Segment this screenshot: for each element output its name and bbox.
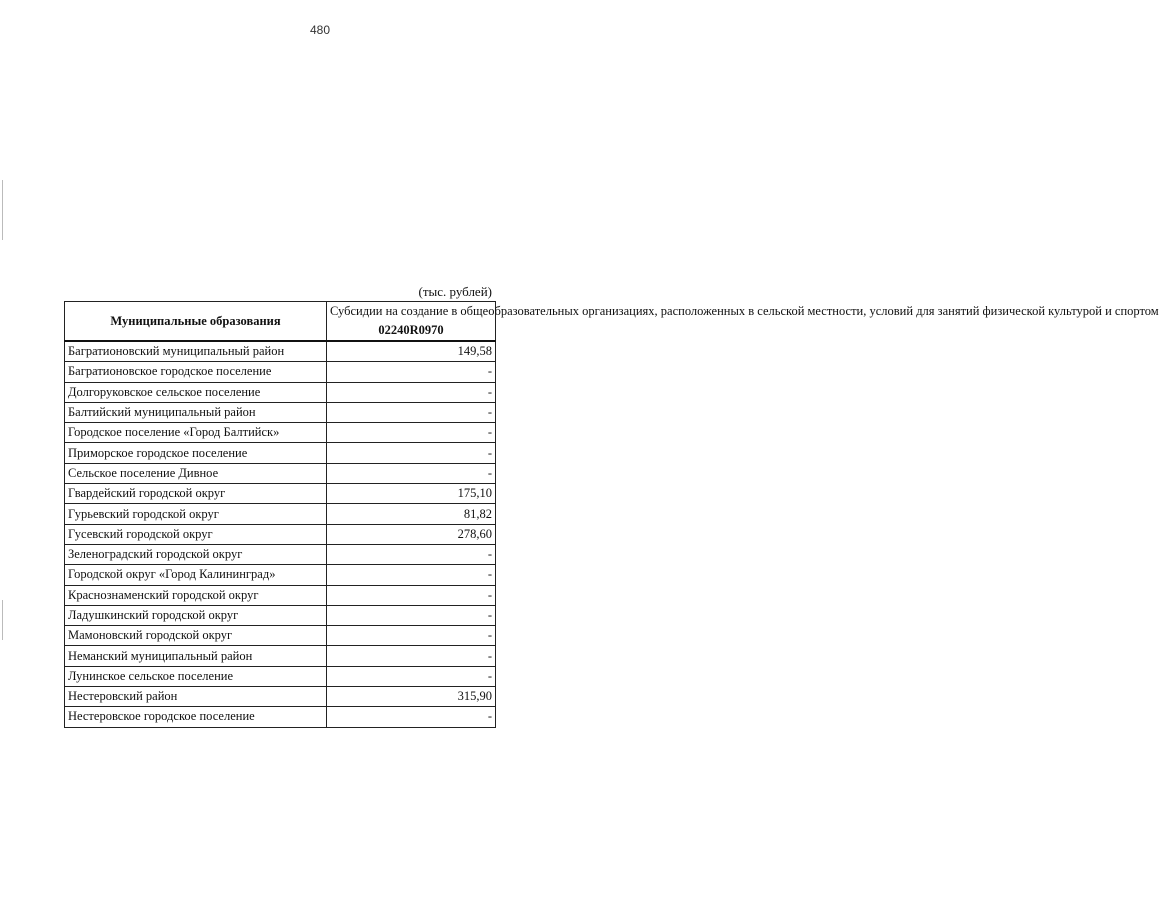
subsidy-value-cell: - [327,402,496,422]
table-row [65,382,496,402]
subsidy-value-cell: 315,90 [327,687,496,707]
subsidy-value-cell: 175,10 [327,484,496,504]
municipality-name-cell: Лунинское сельское поселение [65,666,327,686]
table-row [65,402,496,422]
table-row [65,585,496,605]
table-row [65,504,496,524]
subsidy-value-cell: - [327,646,496,666]
subsidy-value-cell: 278,60 [327,524,496,544]
subsidy-value-cell: - [327,423,496,443]
table-row [65,707,496,727]
municipality-name-cell: Краснознаменский городской округ [65,585,327,605]
table-row [65,626,496,646]
table-row [65,443,496,463]
header-subsidy-code: 02240R0970 [378,323,444,337]
table-row [65,362,496,382]
municipality-name-cell: Городское поселение «Город Балтийск» [65,423,327,443]
subsidy-value-cell: 149,58 [327,341,496,362]
header-municipalities: Муниципальные образования [65,302,327,342]
municipality-name-cell: Городской округ «Город Калининград» [65,565,327,585]
municipality-name-cell: Балтийский муниципальный район [65,402,327,422]
subsidy-value-cell: - [327,382,496,402]
subsidy-value-cell: - [327,565,496,585]
units-note: (тыс. рублей) [418,284,492,299]
subsidy-value-cell: - [327,707,496,727]
page-number: 480 [309,23,331,37]
municipality-name-cell: Гусевский городской округ [65,524,327,544]
municipality-name-cell: Сельское поселение Дивное [65,463,327,483]
municipality-name-cell: Багратионовский муниципальный район [65,341,327,362]
subsidy-value-cell: - [327,544,496,564]
municipality-name-cell: Ладушкинский городской округ [65,605,327,625]
subsidy-table [64,301,1159,728]
subsidy-value-cell: - [327,463,496,483]
table-row [65,565,496,585]
header-subsidy [327,302,1159,342]
subsidy-value-cell: - [327,362,496,382]
table-row [65,544,496,564]
scan-edge-mark [2,180,3,240]
table-row [65,605,496,625]
table-row [65,341,496,362]
subsidy-value-cell: - [327,443,496,463]
municipality-name-cell: Багратионовское городское поселение [65,362,327,382]
table-row [65,423,496,443]
municipality-name-cell: Зеленоградский городской округ [65,544,327,564]
table-row [65,687,496,707]
municipality-name-cell: Нестеровское городское поселение [65,707,327,727]
table-row [65,646,496,666]
table-row [65,484,496,504]
table-header-row [65,302,496,342]
municipality-name-cell: Гурьевский городской округ [65,504,327,524]
table-row [65,463,496,483]
table-body [65,341,496,727]
subsidy-value-cell: 81,82 [327,504,496,524]
table-row [65,666,496,686]
scan-edge-mark [2,600,3,640]
subsidy-value-cell: - [327,626,496,646]
subsidy-value-cell: - [327,666,496,686]
table-row [65,524,496,544]
municipality-name-cell: Долгоруковское сельское поселение [65,382,327,402]
municipality-name-cell: Приморское городское поселение [65,443,327,463]
subsidy-value-cell: - [327,605,496,625]
municipality-name-cell: Нестеровский район [65,687,327,707]
subsidy-value-cell: - [327,585,496,605]
municipality-name-cell: Неманский муниципальный район [65,646,327,666]
header-subsidy-description: Субсидии на создание в общеобразовательных организациях, расположенных в сельской местности, условий для занятий физической культурой и спортом [330,304,1159,318]
municipality-name-cell: Мамоновский городской округ [65,626,327,646]
municipality-name-cell: Гвардейский городской округ [65,484,327,504]
